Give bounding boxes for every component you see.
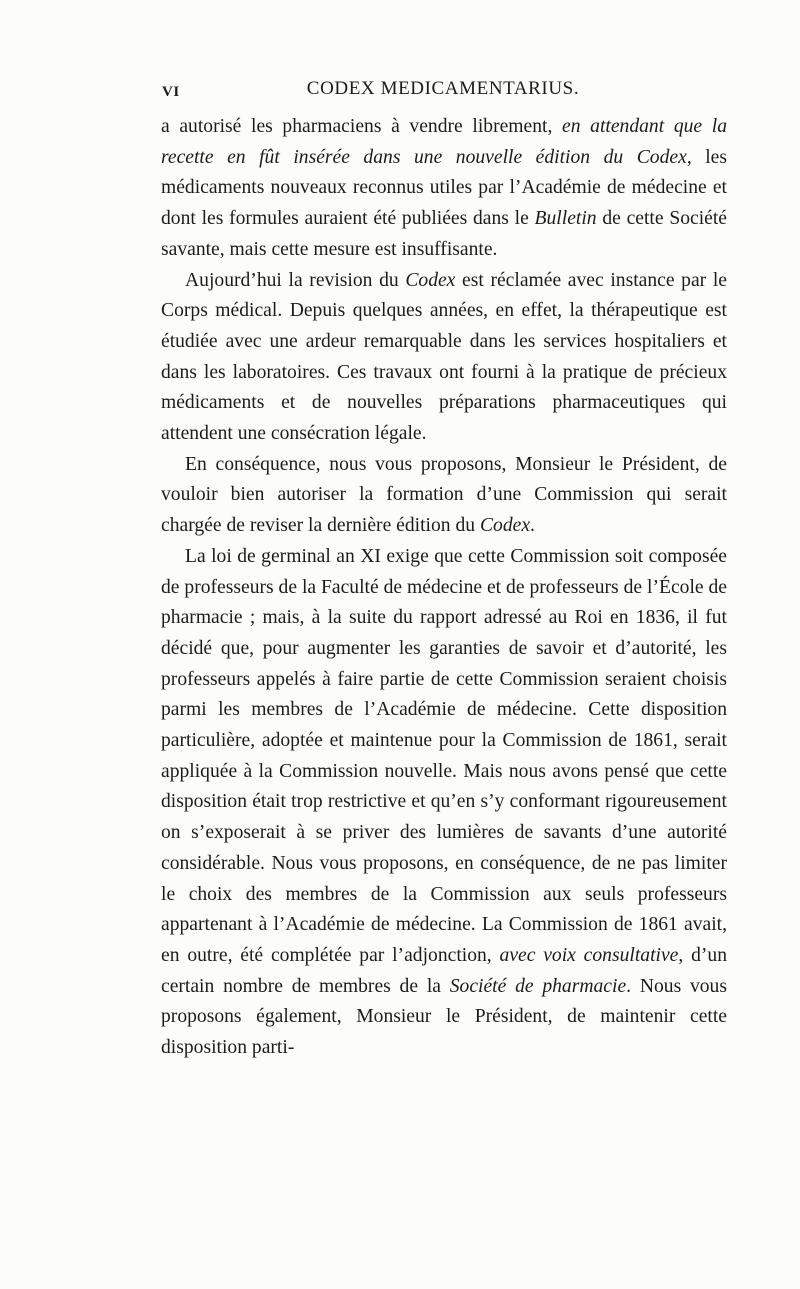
text-run: La loi de germinal an XI exige que cette Commission soit composée de professeurs de la Faculté de médecine et de professeurs de l’École de pharmacie ; mais, à la suite du rapport adressé au Roi en 1836, il fut décidé que, pour augmenter les garanties de savoir et d’autorité, les professeurs appelés à faire partie de cette Commission seraient choisis parmi les membres de l’Académie de médecine. Cette disposition particulière, adoptée et maintenue pour la Commission de 1861, serait appliquée à la Commission nouvelle. Mais nous avons pensé que cette disposition était trop restrictive et qu’en s’y conformant rigoureusement on s’exposerait à se priver des lumières de savants d’une autorité considérable. Nous vous proposons, en conséquence, de ne pas limiter le choix des membres de la Commission aux seuls professeurs appartenant à l’Académie de médecine. La Commission de 1861 avait, en outre, été complétée par l’adjonction, [161, 545, 727, 966]
text-run: , d’un certain nombre de membres de la [161, 944, 727, 997]
paragraph [161, 450, 727, 542]
page-number: VI [162, 84, 180, 100]
text-run: . Nous vous proposons également, Monsieur le Président, de maintenir cette disposition parti- [161, 975, 727, 1059]
italic-text: Bulletin [534, 208, 597, 230]
text-run: de cette Société savante, mais cette mesure est insuffisante. [161, 208, 727, 260]
text-run: En conséquence, nous vous proposons, Monsieur le Président, de vouloir bien autoriser la formation d’une Commission qui serait chargée de reviser la dernière édition du [161, 453, 727, 537]
italic-text: Codex [479, 515, 531, 537]
paragraph [161, 266, 727, 450]
paragraph [161, 542, 727, 1064]
running-title: CODEX MEDICAMENTARIUS. [306, 78, 580, 99]
text-run: . [530, 515, 535, 537]
text-run: Aujourd’hui la revision du [185, 269, 406, 291]
text-run: , les médicaments nouveaux reconnus utiles par l’Académie de médecine et dont les formules auraient été publiées dans le [161, 146, 728, 230]
page-header [158, 78, 728, 108]
paragraph [161, 112, 727, 266]
body-text [161, 112, 727, 1064]
italic-text: Codex [405, 269, 456, 291]
italic-text: Société de pharmacie [449, 975, 627, 997]
text-run: a autorisé les pharmaciens à vendre librement, [161, 116, 563, 137]
italic-text: avec voix consultative [499, 944, 679, 966]
italic-text: en attendant que la recette en fût insérée dans une nouvelle édition du Codex [161, 116, 727, 168]
text-run: est réclamée avec instance par le Corps médical. Depuis quelques années, en effet, la thérapeutique est étudiée avec une ardeur remarquable dans les services hospitaliers et dans les laboratoires. Ces travaux ont fourni à la pratique de précieux médicaments et de nouvelles préparations pharmaceutiques qui attendent une consécration légale. [161, 269, 727, 445]
